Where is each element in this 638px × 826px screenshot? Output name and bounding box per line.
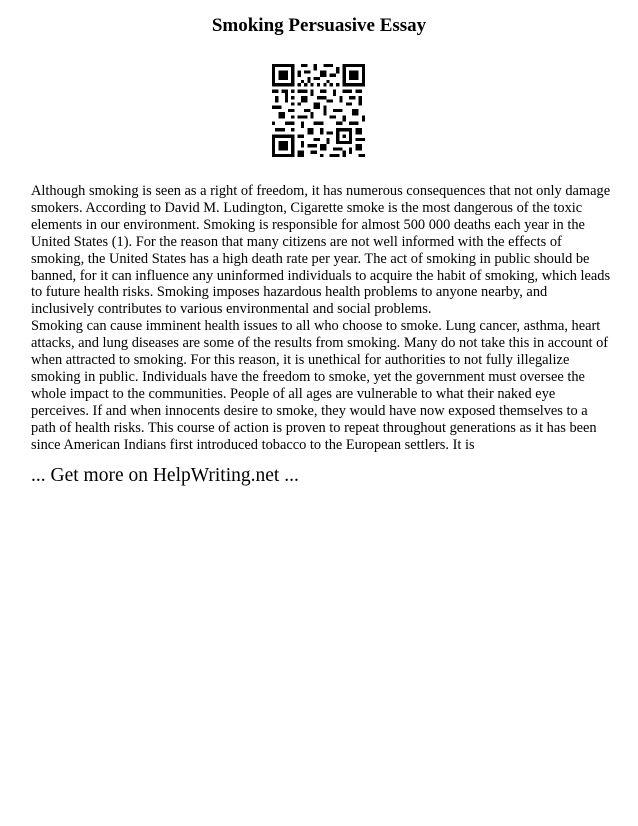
essay-paragraph: Smoking can cause imminent health issues to all who choose to smoke. Lung cancer, asthma, heart attacks, and lung diseases are some of the results from smoking. Many do not take this in account of when attracted to smoking. For this reason, it is unethical for authorities to not fully illegalize smoking in public. Individuals have the freedom to smoke, yet the government must oversee the whole impact to the communities. People of all ages are vulnerable to what their naked eye perceives. If and when innocents desire to smoke, they would have now exposed themselves to a path of health risks. This course of action is proven to repeat throughout generations as it has been since American Indians first introduced tobacco to the European settlers. It is <box>31 318 609 453</box>
essay-paragraph: Although smoking is seen as a right of freedom, it has numerous consequences that not only damage smokers. According to David M. Ludington, Cigarette smoke is the most dangerous of the toxic elements in our environment. Smoking is responsible for almost 500 000 deaths each year in the United States (1). For the reason that many citizens are not well informed with the effects of smoking, the United States has a high death rate per year. The act of smoking in public should be banned, for it can influence any uninformed individuals to acquire the habit of smoking, which leads to future health risks. Smoking imposes hazardous health problems to anyone nearby, and inclusively contributes to various environmental and social problems. <box>31 183 611 318</box>
qr-code-icon <box>272 64 365 157</box>
get-more-link[interactable]: ... Get more on HelpWriting.net ... <box>31 465 299 486</box>
essay-body <box>31 183 611 454</box>
page-title: Smoking Persuasive Essay <box>211 15 427 36</box>
